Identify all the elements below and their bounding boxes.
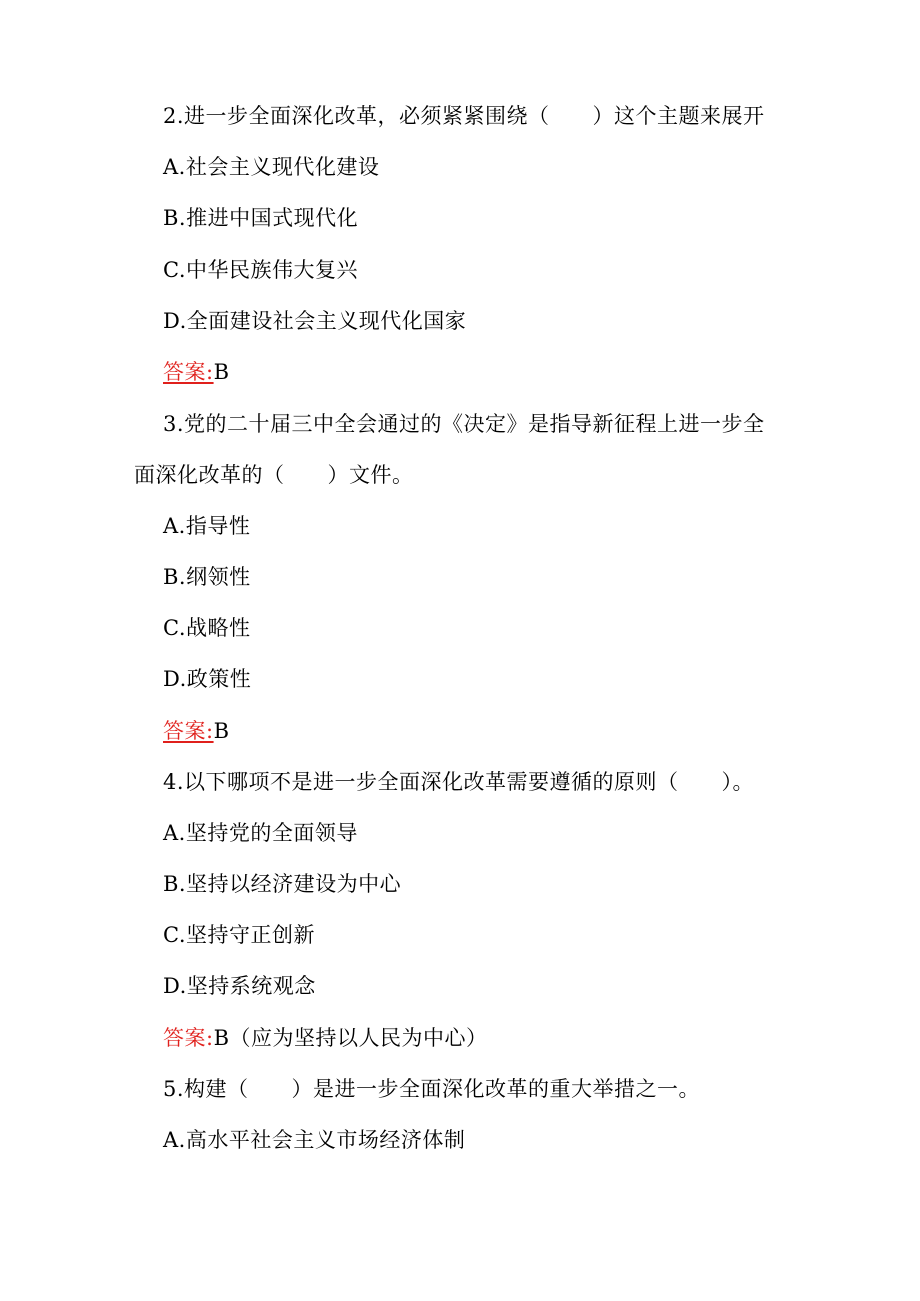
question-4-option-b: B.坚持以经济建设为中心 bbox=[163, 872, 402, 896]
answer-value: B bbox=[213, 360, 230, 384]
question-4-stem: 4.以下哪项不是进一步全面深化改革需要遵循的原则（ ）。 bbox=[163, 770, 755, 794]
question-4-option-d: D.坚持系统观念 bbox=[163, 974, 316, 998]
answer-value: B bbox=[213, 719, 230, 743]
question-4-option-c: C.坚持守正创新 bbox=[163, 923, 315, 947]
question-5-option-a: A.高水平社会主义市场经济体制 bbox=[163, 1128, 466, 1152]
answer-label: 答案: bbox=[163, 719, 214, 743]
question-2-option-b: B.推进中国式现代化 bbox=[163, 206, 359, 230]
question-4-option-a: A.坚持党的全面领导 bbox=[163, 821, 358, 845]
question-2-stem: 2.进一步全面深化改革，必须紧紧围绕（ ）这个主题来展开 bbox=[163, 104, 765, 128]
question-2-option-c: C.中华民族伟大复兴 bbox=[163, 258, 358, 282]
answer-label: 答案: bbox=[163, 1026, 214, 1050]
question-4-answer bbox=[163, 1024, 488, 1052]
question-3-answer bbox=[163, 717, 230, 745]
question-3-stem-line-1: 3.党的二十届三中全会通过的《决定》是指导新征程上进一步全 bbox=[163, 412, 765, 436]
question-3-stem-line-2: 面深化改革的（ ）文件。 bbox=[134, 463, 414, 487]
answer-label: 答案: bbox=[163, 360, 214, 384]
question-3-option-a: A.指导性 bbox=[163, 514, 251, 538]
question-2-option-d: D.全面建设社会主义现代化国家 bbox=[163, 309, 467, 333]
question-3-option-c: C.战略性 bbox=[163, 616, 251, 640]
question-3-option-d: D.政策性 bbox=[163, 667, 252, 691]
question-2-option-a: A.社会主义现代化建设 bbox=[163, 155, 380, 179]
answer-value: B（应为坚持以人民为中心） bbox=[213, 1026, 488, 1050]
question-5-stem: 5.构建（ ）是进一步全面深化改革的重大举措之一。 bbox=[163, 1077, 701, 1101]
question-2-answer bbox=[163, 358, 230, 386]
question-3-option-b: B.纲领性 bbox=[163, 565, 251, 589]
